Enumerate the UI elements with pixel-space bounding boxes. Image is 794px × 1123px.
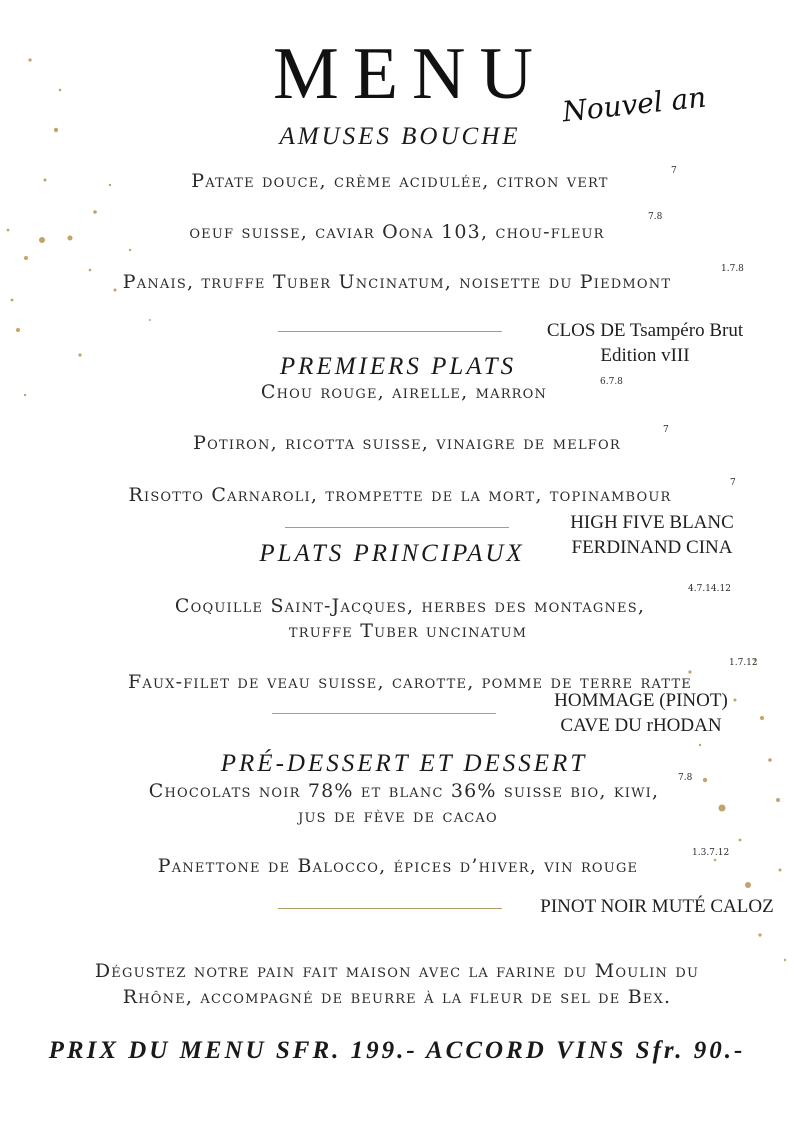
- wine-pairing-line: FERDINAND CINA: [571, 537, 733, 558]
- dish-item: Panais, truffe Tuber Uncinatum, noisette du Piedmont: [122, 271, 672, 293]
- dish-item: Chocolats noir 78% et blanc 36% suisse bio, kiwi,: [148, 780, 660, 802]
- dish-item: Potiron, ricotta suisse, vinaigre de melfor: [193, 432, 621, 454]
- wine-pairing-line: CLOS DE Tsampéro Brut: [546, 320, 744, 341]
- wine-pairing-line: HOMMAGE (PINOT): [554, 690, 728, 711]
- section-divider: [278, 908, 502, 909]
- dish-item: Chou rouge, airelle, marron: [260, 381, 548, 403]
- allergen-code: 1.7.12: [729, 658, 758, 668]
- menu-price: PRIX DU MENU SFR. 199.- ACCORD VINS Sfr. 90.-: [48, 1037, 746, 1064]
- dish-item: Panettone de Balocco, épices d’hiver, vin rouge: [157, 855, 639, 877]
- dish-item: truffe Tuber uncinatum: [288, 620, 528, 642]
- section-divider: [285, 527, 509, 528]
- wine-pairing-line: PINOT NOIR MUTÉ CALOZ: [540, 896, 774, 917]
- allergen-code: 1.7.8: [721, 264, 744, 274]
- section-title-dessert: PRÉ-DESSERT ET DESSERT: [220, 750, 588, 777]
- allergen-code: 7.8: [648, 212, 663, 222]
- bread-note: Dégustez notre pain fait maison avec la farine du Moulin du: [94, 960, 700, 982]
- dish-item: Risotto Carnaroli, trompette de la mort, topinambour: [128, 484, 672, 506]
- allergen-code: 6.7.8: [600, 377, 623, 387]
- dish-item: oeuf suisse, caviar Oona 103, chou-fleur: [189, 221, 605, 243]
- allergen-code: 7: [730, 478, 736, 488]
- dish-item: Faux-filet de veau suisse, carotte, pomme de terre ratte: [128, 671, 692, 693]
- section-title-plats-principaux: PLATS PRINCIPAUX: [259, 540, 525, 567]
- section-divider: [278, 331, 502, 332]
- wine-pairing-line: HIGH FIVE BLANC: [570, 512, 734, 533]
- allergen-code: 7: [671, 166, 677, 176]
- section-title-amuses-bouche: AMUSES BOUCHE: [279, 123, 521, 150]
- dish-item: Coquille Saint-Jacques, herbes des montagnes,: [174, 595, 646, 617]
- bread-note: Rhône, accompagné de beurre à la fleur de sel de Bex.: [122, 986, 672, 1008]
- allergen-code: 7.8: [678, 773, 693, 783]
- wine-pairing-line: CAVE DU rHODAN: [560, 715, 722, 736]
- allergen-code: 7: [663, 425, 669, 435]
- dish-item: jus de fève de cacao: [298, 805, 498, 827]
- section-title-premiers-plats: PREMIERS PLATS: [279, 353, 517, 380]
- section-divider: [272, 713, 496, 714]
- nouvel-an-script-title: Nouvel an: [560, 80, 708, 129]
- allergen-code: 1.3.7.12: [692, 848, 730, 858]
- dish-item: Patate douce, crème acidulée, citron vert: [191, 170, 609, 192]
- allergen-code: 4.7.14.12: [688, 584, 731, 594]
- menu-title: MENU: [273, 33, 547, 115]
- wine-pairing-line: Edition vIII: [600, 345, 690, 366]
